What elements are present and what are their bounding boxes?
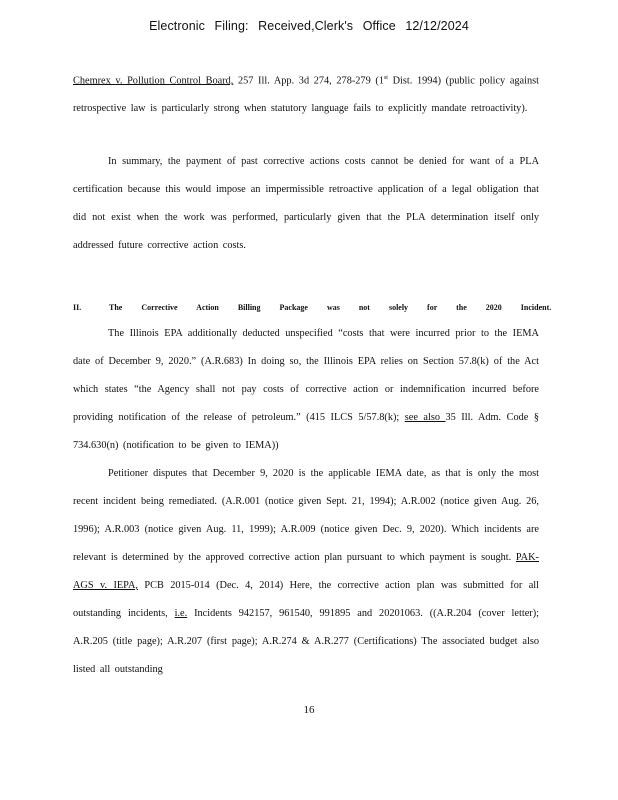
electronic-filing-stamp: Electronic Filing: Received,Clerk's Office 12/12/2024 [149, 19, 469, 33]
ie-abbreviation: i.e. [174, 608, 188, 619]
paragraph-chemrex-citation [73, 64, 539, 123]
paragraph-text: The Illinois EPA additionally deducted unspecified “costs that were incurred prior to the IEMA date of December 9, 2020.” (A.R.683) In doing so, the Illinois EPA relies on Section 57.8(k) of the Act which states “the Agency shall not pay costs of corrective action or indemnification incurred before providing notification of the release of petroleum.” (415 ILCS 5/57.8(k); [73, 328, 539, 423]
citation-parenthetical: Dist. 1994) (public policy against retrospective law is particularly strong when statutory language fails to explicitly mandate retroactivity). [73, 75, 539, 115]
page-number: 16 [303, 704, 315, 716]
case-name-chemrex: Chemrex v. Pollution Control Board, [73, 75, 234, 87]
paragraph-text-cont: PCB 2015-014 (Dec. 4, 2014) Here, the corrective action plan was submitted for all outstanding incidents, [73, 580, 539, 619]
paragraph-text-end: Incidents 942157, 961540, 991895 and 20201063. ((A.R.204 (cover letter); A.R.205 (title page); A.R.207 (first page); A.R.274 & A.R.277 (Certifications) The associated budget also listed all outstanding [73, 608, 539, 675]
paragraph-petitioner-disputes [73, 460, 539, 684]
citation-text: 257 Ill. App. 3d 274, 278-279 (1 [233, 75, 384, 87]
section-title: The Corrective Action Billing Package was not solely for the 2020 Incident. [109, 303, 552, 312]
see-also-signal: see also [404, 412, 446, 423]
section-heading [73, 294, 552, 322]
paragraph-iema-date [73, 320, 539, 460]
section-number: II. [73, 303, 82, 312]
case-name-pak-ags: PAK-AGS v. IEPA, [73, 552, 539, 591]
paragraph-text-cont: 35 Ill. Adm. Code § 734.630(n) (notification to be given to IEMA)) [73, 412, 539, 451]
paragraph-summary: In summary, the payment of past corrective actions costs cannot be denied for want of a PLA certification because this would impose an impermissible retroactive application of a legal obligation that did not exist when the work was performed, particularly given that the PLA determination itself only addressed future corrective action costs. [73, 156, 539, 251]
paragraph-text: Petitioner disputes that December 9, 2020 is the applicable IEMA date, as that is only the most recent incident being remediated. (A.R.001 (notice given Sept. 21, 1994); A.R.002 (notice given Aug. 26, 1996); A.R.003 (notice given Aug. 11, 1999); A.R.009 (notice given Dec. 9, 2020). Which incidents are relevant is determined by the approved corrective action plan pursuant to which payment is sought. [73, 468, 539, 563]
ordinal-superscript: st [383, 75, 388, 81]
